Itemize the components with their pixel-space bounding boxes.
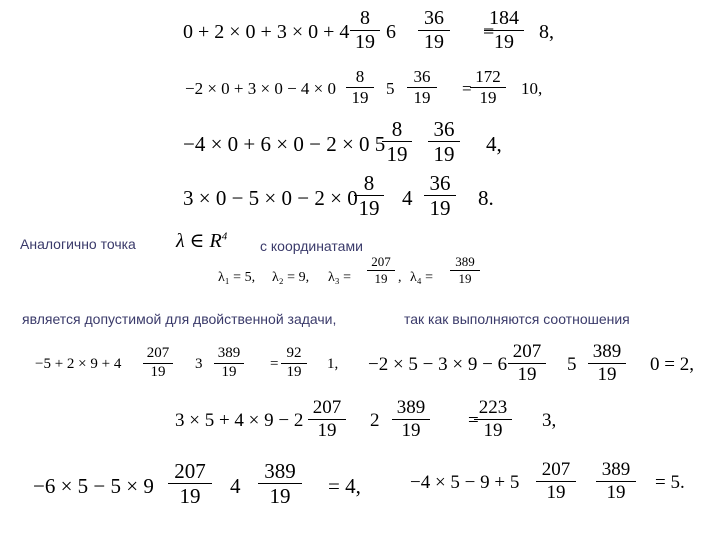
fraction-numerator: 207 <box>371 254 391 269</box>
fraction-numerator: 207 <box>312 397 342 418</box>
equation-term: 3 <box>195 356 203 372</box>
fraction <box>350 8 380 53</box>
equation-term: 5 <box>386 79 395 98</box>
equation-r5 <box>0 460 720 509</box>
equation-term: −4 × 5 − 9 + 5 <box>410 472 520 493</box>
fraction <box>484 8 524 53</box>
fraction-numerator: 92 <box>286 345 302 361</box>
fraction-denominator: 19 <box>358 196 380 221</box>
fraction-denominator: 19 <box>401 419 421 441</box>
fraction-denominator: 19 <box>606 481 626 503</box>
equation-term: 0 + 2 × 0 + 3 × 0 + 4 <box>183 21 350 43</box>
equation-term: 4 <box>402 186 413 210</box>
fraction <box>470 68 506 107</box>
fraction-numerator: 36 <box>433 117 455 141</box>
equation-term: 4 <box>230 474 241 498</box>
equation-term: 3, <box>542 410 557 431</box>
fraction-denominator: 19 <box>494 31 514 53</box>
fraction-numerator: 8 <box>355 67 365 86</box>
fraction-denominator: 19 <box>355 31 375 53</box>
fraction-numerator: 8 <box>391 117 403 141</box>
equation-term: 5 <box>567 354 577 375</box>
fraction <box>407 68 437 107</box>
fraction-denominator: 19 <box>150 363 166 380</box>
fraction-denominator: 19 <box>386 142 408 167</box>
fraction-numerator: 389 <box>601 459 631 480</box>
note-because: так как выполняются соотношения <box>404 311 630 327</box>
lambda-fraction <box>367 255 395 285</box>
fraction <box>536 460 576 503</box>
lambda-l1: λ₁ = 5, <box>218 270 256 285</box>
fraction <box>346 68 374 107</box>
fraction-denominator: 19 <box>317 419 337 441</box>
equation-term: 8, <box>539 21 554 43</box>
fraction-numerator: 36 <box>424 7 444 29</box>
equation-term: 4, <box>486 132 502 156</box>
lambda-l3: λ₃ = <box>328 270 352 285</box>
equation-eq1 <box>0 8 720 60</box>
fraction-denominator: 19 <box>221 363 237 380</box>
equation-term: 8. <box>478 186 494 210</box>
equation-eq2 <box>0 68 720 112</box>
equation-term: −2 × 5 − 3 × 9 − 6 <box>368 354 508 375</box>
fraction-numerator: 207 <box>512 341 542 362</box>
fraction-denominator: 19 <box>483 419 503 441</box>
equation-term: 3 × 0 − 5 × 0 − 2 × 0 <box>183 186 358 210</box>
fraction-denominator: 19 <box>458 270 472 286</box>
fraction-numerator: 389 <box>455 254 475 269</box>
equation-term: 3 × 5 + 4 × 9 − 2 <box>175 410 304 431</box>
fraction-denominator: 19 <box>517 363 537 385</box>
equation-term: = <box>270 356 279 372</box>
fraction-denominator: 19 <box>179 484 201 509</box>
fraction <box>308 398 346 441</box>
fraction-numerator: 36 <box>429 171 451 195</box>
equation-term: = <box>483 21 495 43</box>
fraction-numerator: 389 <box>396 397 426 418</box>
fraction-denominator: 19 <box>429 196 451 221</box>
fraction-denominator: 19 <box>479 87 497 107</box>
equation-term: 1, <box>327 356 339 372</box>
equation-eq4 <box>0 172 720 227</box>
equation-r2 <box>0 342 720 391</box>
fraction-numerator: 223 <box>478 397 508 418</box>
fraction-numerator: 207 <box>541 459 571 480</box>
fraction <box>588 342 626 385</box>
note-analog: Аналогично точка <box>20 236 136 252</box>
equation-r3 <box>0 398 720 447</box>
fraction-numerator: 184 <box>489 7 519 29</box>
fraction-numerator: 389 <box>217 345 241 361</box>
point-power: 4 <box>221 230 228 243</box>
equation-term: = <box>468 410 479 431</box>
fraction <box>392 398 430 441</box>
fraction-numerator: 8 <box>360 7 370 29</box>
equation-term: 0 = 2, <box>650 354 694 375</box>
fraction <box>508 342 546 385</box>
fraction-denominator: 19 <box>286 363 302 380</box>
lambda-values <box>0 255 720 305</box>
note-dual: является допустимой для двойственной задачи, <box>22 311 337 327</box>
fraction <box>418 8 450 53</box>
lambda-l4: λ₄ = <box>410 270 434 285</box>
fraction-denominator: 19 <box>546 481 566 503</box>
fraction-denominator: 19 <box>269 484 291 509</box>
fraction-numerator: 207 <box>146 345 170 361</box>
fraction-numerator: 172 <box>475 67 501 86</box>
equation-term: = <box>462 79 472 98</box>
equation-term: = 5. <box>655 472 685 493</box>
point-lambda-text: λ ∈ R <box>176 230 222 252</box>
fraction-numerator: 389 <box>264 459 296 483</box>
equation-term: −2 × 0 + 3 × 0 − 4 × 0 <box>185 79 337 98</box>
equation-term: 10, <box>521 79 543 98</box>
lambda-fraction <box>450 255 480 285</box>
fraction-numerator: 207 <box>174 459 206 483</box>
equation-term: = 4, <box>328 474 361 498</box>
fraction-denominator: 19 <box>597 363 617 385</box>
fraction <box>428 118 460 165</box>
equation-term: −4 × 0 + 6 × 0 − 2 × 0 5 <box>183 132 386 156</box>
lambda-l2: λ₂ = 9, <box>272 270 310 285</box>
equation-term: −6 × 5 − 5 × 9 <box>33 474 154 498</box>
fraction-denominator: 19 <box>424 31 444 53</box>
equation-term: −5 + 2 × 9 + 4 <box>35 356 122 372</box>
fraction-denominator: 19 <box>433 142 455 167</box>
fraction-numerator: 389 <box>592 341 622 362</box>
equation-term: 2 <box>370 410 380 431</box>
point-lambda <box>176 228 227 253</box>
equation-eq3 <box>0 118 720 173</box>
equation-term: 6 <box>386 21 396 43</box>
fraction <box>354 172 384 219</box>
note-coords: с координатами <box>260 238 363 254</box>
fraction-numerator: 36 <box>413 67 431 86</box>
fraction <box>474 398 512 441</box>
fraction <box>424 172 456 219</box>
fraction <box>382 118 412 165</box>
fraction-denominator: 19 <box>413 87 431 107</box>
lambda-sep: , <box>398 270 402 285</box>
fraction <box>596 460 636 503</box>
fraction-numerator: 8 <box>363 171 375 195</box>
fraction-denominator: 19 <box>374 270 388 286</box>
fraction-denominator: 19 <box>351 87 369 107</box>
